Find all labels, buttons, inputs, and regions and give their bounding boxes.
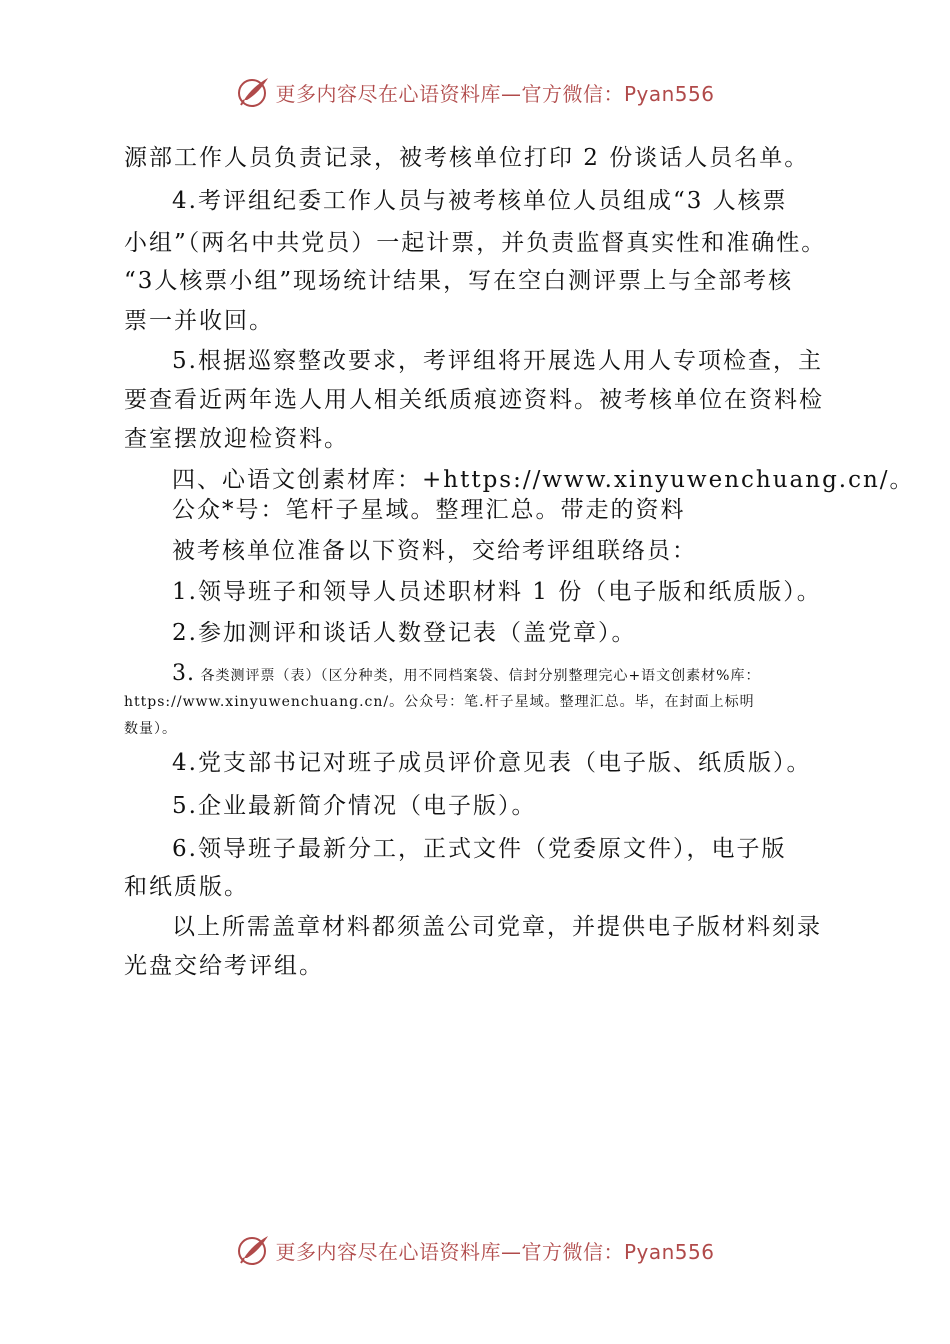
paragraph-line: 票一并收回。	[124, 308, 274, 334]
list-item-3-line1: 3. 各类测评票（表）（区分种类，用不同档案袋、信封分别整理完心+语文创素材%库：	[172, 661, 761, 686]
watermark-text: 更多内容尽在心语资料库—官方微信：Pyan556	[275, 1239, 715, 1264]
paragraph-line: 5.根据巡察整改要求，考评组将开展选人用人专项检查，主	[172, 348, 823, 374]
list-item-3-line3: 数量）。	[124, 721, 177, 737]
section-heading: 四、心语文创素材库：+https://www.xinyuwenchuang.cn/。	[172, 467, 915, 493]
list-item: 4.党支部书记对班子成员评价意见表（电子版、纸质版）。	[172, 750, 812, 776]
paragraph-line: 光盘交给考评组。	[124, 953, 324, 979]
header-watermark	[0, 72, 950, 112]
quill-pen-logo-icon	[235, 1232, 271, 1268]
paragraph-line: 4.考评组纪委工作人员与被考核单位人员组成“3 人核票	[172, 188, 788, 214]
paragraph-line: 和纸质版。	[124, 874, 249, 900]
paragraph-line: 源部工作人员负责记录，被考核单位打印 2 份谈话人员名单。	[124, 145, 810, 171]
paragraph-line: 公众*号：笔杆子星域。整理汇总。带走的资料	[172, 497, 686, 523]
paragraph-line: 要查看近两年选人用人相关纸质痕迹资料。被考核单位在资料检	[124, 387, 824, 413]
paragraph-line: 查室摆放迎检资料。	[124, 426, 349, 452]
paragraph-line: “3人核票小组”现场统计结果，写在空白测评票上与全部考核	[124, 268, 794, 294]
paragraph-line: 被考核单位准备以下资料，交给考评组联络员：	[172, 538, 697, 564]
list-item: 5.企业最新简介情况（电子版）。	[172, 793, 537, 819]
list-item: 6.领导班子最新分工，正式文件（党委原文件），电子版	[172, 836, 787, 862]
list-item: 1.领导班子和领导人员述职材料 1 份（电子版和纸质版）。	[172, 579, 822, 605]
paragraph-line: 以上所需盖章材料都须盖公司党章，并提供电子版材料刻录	[172, 914, 822, 940]
footer-watermark	[0, 1230, 950, 1270]
paragraph-line: 小组”（两名中共党员）一起计票，并负责监督真实性和准确性。	[124, 230, 827, 256]
list-item-3-line2: https://www.xinyuwenchuang.cn/。公众号：笔.杆子星域。整理汇总。毕，在封面上标明	[124, 694, 755, 710]
quill-pen-logo-icon	[235, 74, 271, 110]
list-item: 2.参加测评和谈话人数登记表（盖党章）。	[172, 620, 637, 646]
watermark-text: 更多内容尽在心语资料库—官方微信：Pyan556	[275, 81, 715, 106]
